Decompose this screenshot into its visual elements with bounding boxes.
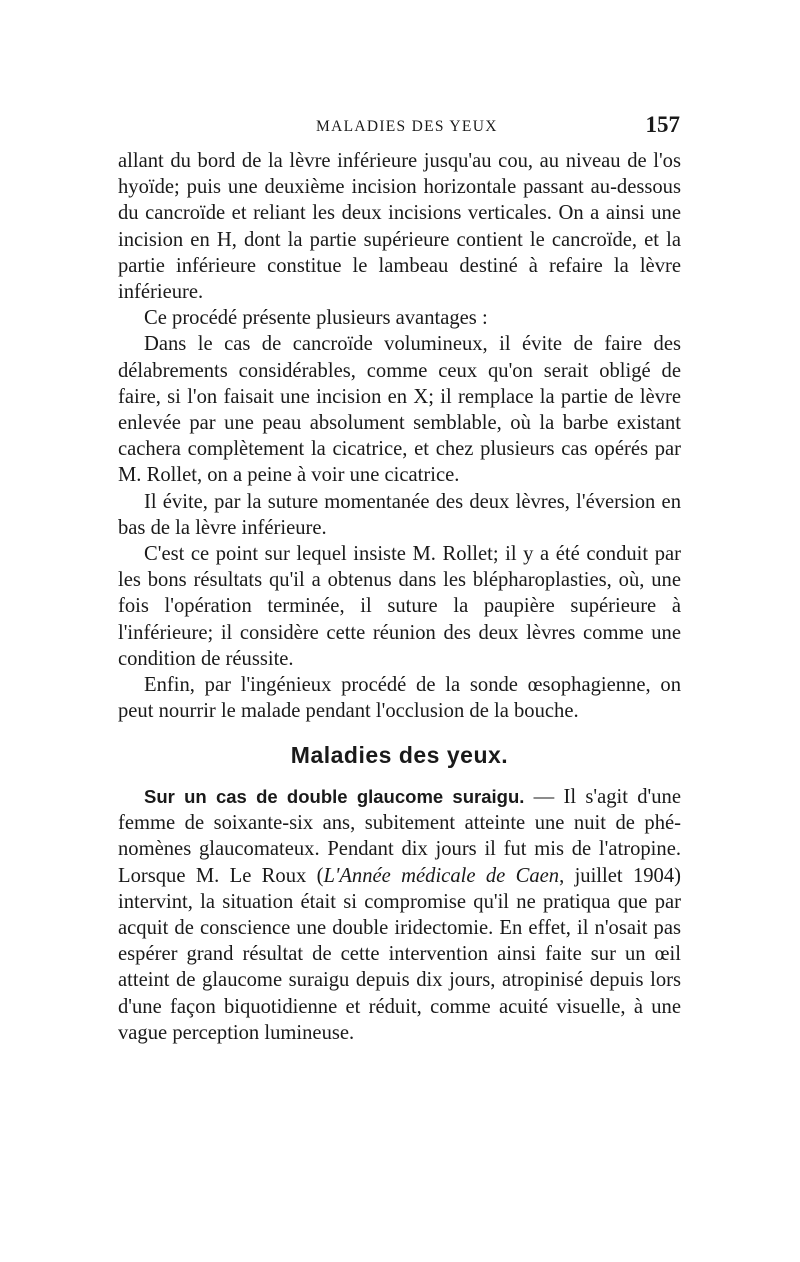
article-text-part-a: — Il s'agit d'une femme de soixante-six ans, subitement atteinte une nuit de phénomènes glaucomateux. Pendant dix jours il fut mis de l'atropine. Lorsque M. Le Roux ( <box>118 786 681 887</box>
article-text-part-b: , juillet 1904) intervint, la situation était si compromise qu'il ne pratiqua que par acquit de conscience une double iridectomie. En effet, il n'osait pas espérer grand résultat de cette intervention ainsi faite sur un œil atteint de glaucome suraigu depuis dix jours, atropinisé depuis lors d'une façon biquotidienne et réduit, comme acuité visuelle, à une vague perception lumineuse. <box>118 864 681 1044</box>
continued-text-block <box>118 148 681 724</box>
article-lead-title: Sur un cas de double glaucome suraigu. <box>144 786 525 807</box>
running-head <box>118 112 680 142</box>
paragraph-advantages-intro: Ce procédé présente plusieurs avantages : <box>144 307 488 330</box>
paragraph-eversion: Il évite, par la suture momentanée des deux lèvres, l'éversion en bas de la lèvre inférieure. <box>118 490 681 539</box>
paragraph-feeding-tube: Enfin, par l'ingénieux procédé de la sonde œsophagienne, on peut nourrir le malade pendant l'occlusion de la bouche. <box>118 674 681 723</box>
section-text-block <box>118 784 681 1046</box>
page-number: 157 <box>645 112 680 137</box>
paragraph-voluminous-cancroid: Dans le cas de cancroïde volumineux, il évite de faire des délabrements considérables, comme ceux qu'on serait obligé de faire, si l'on faisait une incision en X; il remplace la partie de lèvre enlevée par une peau absolument semblable, où la barbe existant cachera complètement la cicatrice, et chez plusieurs cas opérés par M. Rollet, on a peine à voir une cicatrice. <box>118 333 681 487</box>
paragraph-rollet-suture: C'est ce point sur lequel insiste M. Rollet; il y a été conduit par les bons résultats qu'il a obtenus dans les blépharoplasties, où, une fois l'opération terminée, il suture la paupière supérieure à l'inférieure; il considère cette réunion des deux lèvres comme une condition de réussite. <box>118 543 681 670</box>
paragraph-continued: allant du bord de la lèvre inférieure jusqu'au cou, au niveau de l'os hyoïde; puis une deuxième incision horizontale passant au-dessous du cancroïde et reliant les deux incisions verticales. On a ainsi une incision en H, dont la partie supérieure contient le cancroïde, et la partie inférieure constitue le lambeau destiné à refaire la lèvre inférieure. <box>118 150 681 304</box>
running-title: MALADIES DES YEUX <box>316 118 498 135</box>
section-heading: Maladies des yeux. <box>290 742 509 768</box>
paragraph-glaucoma-case <box>118 784 681 1046</box>
journal-citation: L'Année médicale de Caen <box>323 864 560 887</box>
